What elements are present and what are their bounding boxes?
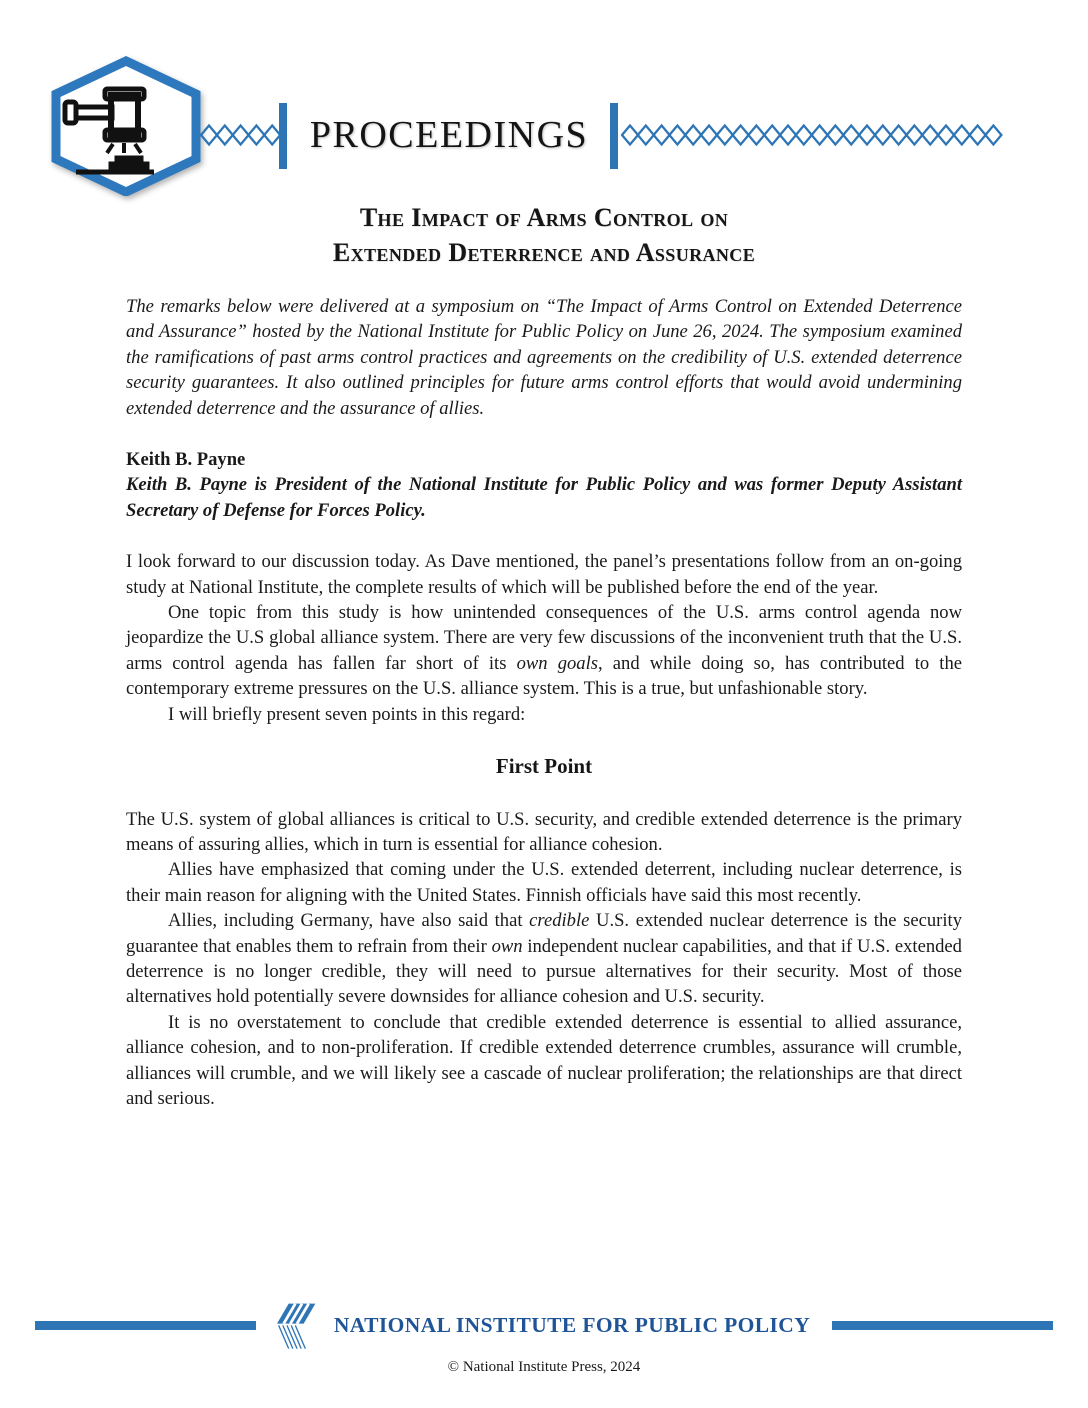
document-title-line1: The Impact of Arms Control on — [359, 203, 729, 232]
document-body — [126, 294, 962, 1111]
paragraph: The U.S. system of global alliances is critical to U.S. security, and credible extended deterrence is the primary means of assuring allies, which in turn is essential for alliance cohesion. — [126, 808, 962, 855]
copyright-line: © National Institute Press, 2024 — [447, 1359, 641, 1375]
masthead-divider-right — [610, 103, 618, 169]
masthead-title: PROCEEDINGS — [309, 114, 589, 156]
masthead-divider-left — [279, 103, 287, 169]
opening-paragraphs — [126, 549, 962, 727]
diamond-chain-right — [621, 123, 1011, 147]
intro-abstract: The remarks below were delivered at a symposium on “The Impact of Arms Control on Extended Deterrence and Assurance” hosted by the National Institute for Public Policy on June 26, 2024. The symposium examined the ramifications of past arms control practices and agreements on the credibility of U.S. extended deterrence security guarantees. It also outlined principles for future arms control efforts that would avoid undermining extended deterrence and the assurance of allies. — [126, 296, 962, 419]
speaker-bio: Keith B. Payne is President of the National Institute for Public Policy and was former Deputy Assistant Secretary of Defense for Forces Policy. — [126, 474, 962, 521]
footer-rule-left — [35, 1321, 256, 1330]
paragraph: I will briefly present seven points in this regard: — [168, 703, 526, 725]
nipp-stripes-icon — [272, 1298, 322, 1356]
speaker-name: Keith B. Payne — [126, 449, 246, 471]
paragraph: Allies have emphasized that coming under the U.S. extended deterrent, including nuclear deterrence, is their main reason for aligning with the United States. Finnish officials have said this most recently. — [126, 859, 962, 906]
diamond-chain-left — [200, 123, 280, 147]
gavel-hexagon-icon — [50, 56, 202, 196]
section-paragraphs — [126, 807, 962, 1112]
document-title-line2: Extended Deterrence and Assurance — [332, 238, 756, 267]
paragraph: I look forward to our discussion today. As Dave mentioned, the panel’s presentations follow from an on-going study at National Institute, the complete results of which will be published before the end of the year. — [126, 551, 962, 598]
footer-band — [0, 1294, 1088, 1356]
document-title — [0, 200, 1088, 270]
section-heading: First Point — [495, 754, 593, 779]
paragraph: One topic from this study is how unintended consequences of the U.S. arms control agenda now jeopardize the U.S global alliance system. There are very few discussions of the inconvenient truth that the U.S. arms control agenda has fallen far short of its own goals, and while doing so, has contributed to the contemporary extreme pressures on the U.S. alliance system. This is a true, but unfashionable story. — [126, 602, 963, 700]
paragraph: Allies, including Germany, have also said that credible U.S. extended nuclear deterrence is the security guarantee that enables them to refrain from their own independent nuclear capabilities, and that if U.S. extended deterrence is no longer credible, they will need to pursue alternatives for their security. Most of those alternatives hold potentially severe downsides for alliance cohesion and U.S. security. — [126, 910, 963, 1008]
footer-rule-right — [832, 1321, 1053, 1330]
footer-organization: NATIONAL INSTITUTE FOR PUBLIC POLICY — [333, 1312, 811, 1337]
paragraph: It is no overstatement to conclude that credible extended deterrence is essential to allied assurance, alliance cohesion, and to non-proliferation. If credible extended deterrence crumbles, assurance will crumble, alliances will crumble, and we will likely see a cascade of nuclear proliferation; the relationships are that direct and serious. — [126, 1011, 962, 1109]
